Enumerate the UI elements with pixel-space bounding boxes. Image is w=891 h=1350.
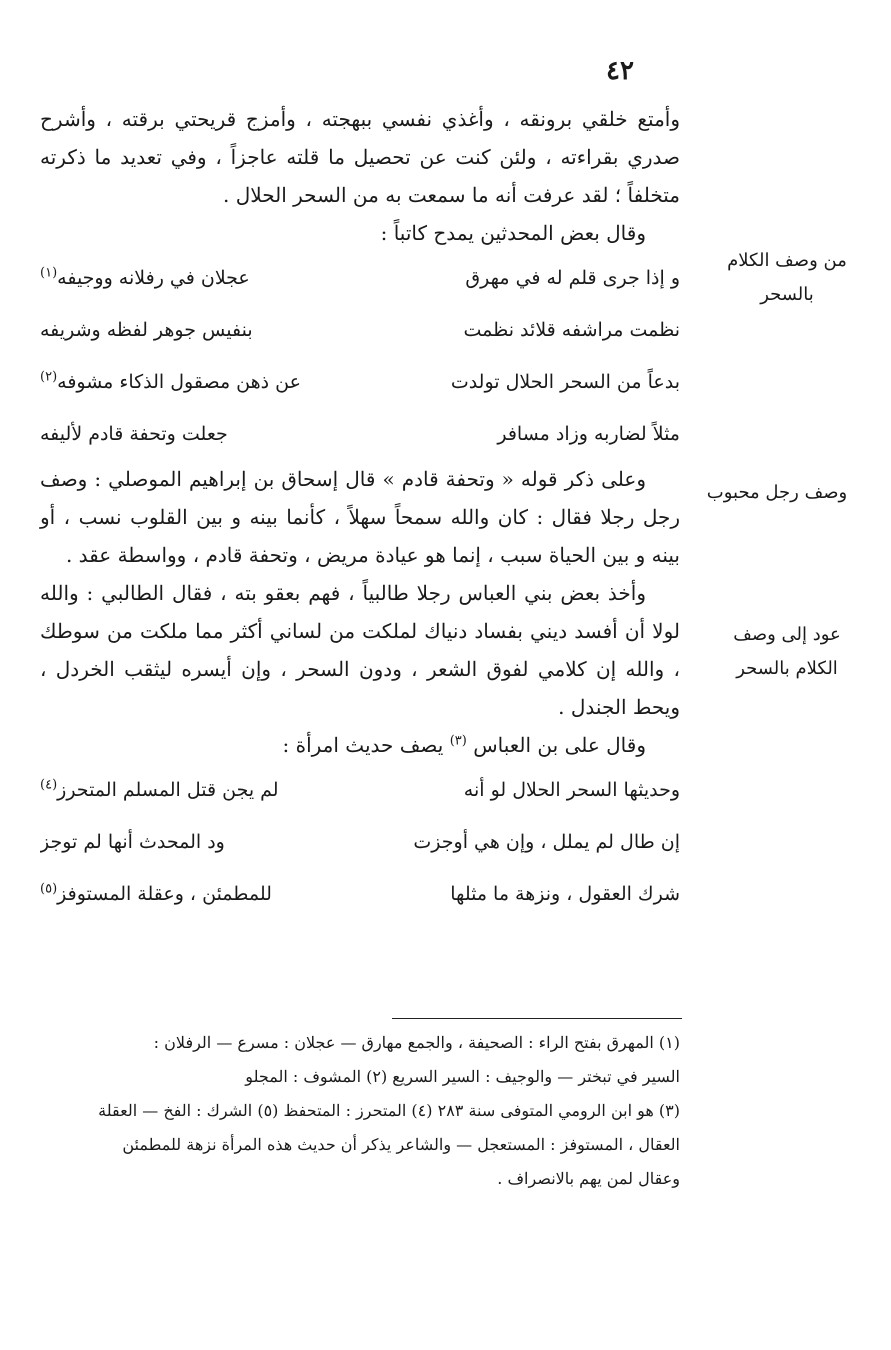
hemistich-text: للمطمئن ، وعقلة المستوفز	[57, 883, 272, 905]
paragraph-2: وقال بعض المحدثين يمدح كاتباً :	[380, 221, 646, 245]
hemistich-first: وحديثها السحر الحلال لو أنه	[463, 779, 680, 801]
paragraph-3: وعلى ذكر قوله « وتحفة قادم » قال إسحاق بن إبراهيم الموصلي : وصف رجل رجلا فقال : كان والله سمحاً سهلاً ، كأنما بينه و بين القلوب نسب ، أو بينه و بين الحياة سبب ، إنما هو عيادة مريض ، وتحفة قادم ، وواسطة عقد .	[40, 467, 680, 567]
verse	[40, 816, 680, 868]
hemistich-second	[40, 252, 354, 304]
main-text	[40, 100, 680, 920]
footnote-line: وعقال لمن يهم بالانصراف .	[497, 1169, 680, 1188]
hemistich-first: و إذا جرى قلم له في مهرق	[465, 267, 680, 289]
footnote-ref: (٤)	[40, 777, 58, 793]
side-note-speech-magic: من وصف الكلام بالسحر	[727, 250, 847, 305]
verse	[40, 356, 680, 408]
footnote-line: السير في تبختر — والوجيف : السير السريع (٢) المشوف : المجلو	[245, 1067, 680, 1086]
footnote-line: العقال ، المستوفز : المستعجل — والشاعر يذكر أن حديث هذه المرأة نزهة للمطمئن	[122, 1135, 680, 1154]
footnote-line: (٣) هو ابن الرومي المتوفى سنة ٢٨٣ (٤) المتحرز : المتحفظ (٥) الشرك : الفخ — العقلة	[98, 1101, 680, 1120]
hemistich-second	[40, 816, 354, 868]
side-note-return-speech-magic: عود إلى وصف الكلام بالسحر	[733, 624, 841, 679]
paragraph-5-start: وقال على بن العباس	[473, 733, 646, 757]
hemistich-first: مثلاً لضاربه وزاد مسافر	[497, 423, 680, 445]
hemistich-text: لم يجن قتل المسلم المتحرز	[57, 779, 279, 801]
verse	[40, 764, 680, 816]
hemistich-first: شرك العقول ، ونزهة ما مثلها	[450, 883, 680, 905]
footnote-ref: (١)	[40, 265, 58, 281]
verse	[40, 304, 680, 356]
footnote-divider	[392, 1018, 682, 1019]
footnotes	[40, 1026, 680, 1196]
paragraph-5-end: يصف حديث امرأة :	[282, 733, 444, 757]
hemistich-second	[40, 304, 354, 356]
hemistich-second	[40, 868, 354, 920]
hemistich-text: بنفيس جوهر لفظه وشريفه	[40, 319, 253, 341]
hemistich-text: عجلان في رفلانه ووجيفه	[57, 267, 250, 289]
hemistich-first: بدعاً من السحر الحلال تولدت	[450, 371, 680, 393]
poem-2	[40, 764, 680, 920]
footnote-ref: (٥)	[40, 881, 58, 897]
verse	[40, 252, 680, 304]
hemistich-first: إن طال لم يملل ، وإن هي أوجزت	[413, 831, 680, 853]
poem-1	[40, 252, 680, 460]
side-note-beloved-man: وصف رجل محبوب	[706, 482, 848, 503]
page-number: ٤٢	[606, 56, 634, 86]
footnote-line: (١) المهرق بفتح الراء : الصحيفة ، والجمع مهارق — عجلان : مسرع — الرفلان :	[153, 1033, 680, 1052]
footnote-ref: (٣)	[449, 733, 467, 749]
footnote-ref: (٢)	[40, 369, 58, 385]
hemistich-second	[40, 764, 354, 816]
hemistich-second	[40, 356, 354, 408]
paragraph-5	[40, 726, 680, 764]
paragraph-4: وأخذ بعض بني العباس رجلا طالبياً ، فهم بعقو بته ، فقال الطالبي : والله لولا أن أفسد ديني بفساد دنياك لملكت من لساني أكثر مما ملكت من سوطك ، والله إن كلامي لفوق الشعر ، ودون السحر ، وإن أيسره ليثقب الخردل ، ويحط الجندل .	[40, 581, 680, 719]
hemistich-text: عن ذهن مصقول الذكاء مشوفه	[57, 371, 301, 393]
hemistich-text: جعلت وتحفة قادم لأليفه	[40, 423, 228, 445]
hemistich-text: ود المحدث أنها لم توجز	[40, 831, 225, 853]
hemistich-first: نظمت مراشفه قلائد نظمت	[463, 319, 680, 341]
verse	[40, 408, 680, 460]
paragraph-1: وأمتع خلقي برونقه ، وأغذي نفسي ببهجته ، وأمزج قريحتي برقته ، وأشرح صدري بقراءته ، ولئن كنت عن تحصيل ما قلته عاجزاً ، وفي تعديد ما ذكرته متخلفاً ؛ لقد عرفت أنه ما سمعت به من السحر الحلال .	[40, 107, 680, 207]
verse	[40, 868, 680, 920]
hemistich-second	[40, 408, 354, 460]
